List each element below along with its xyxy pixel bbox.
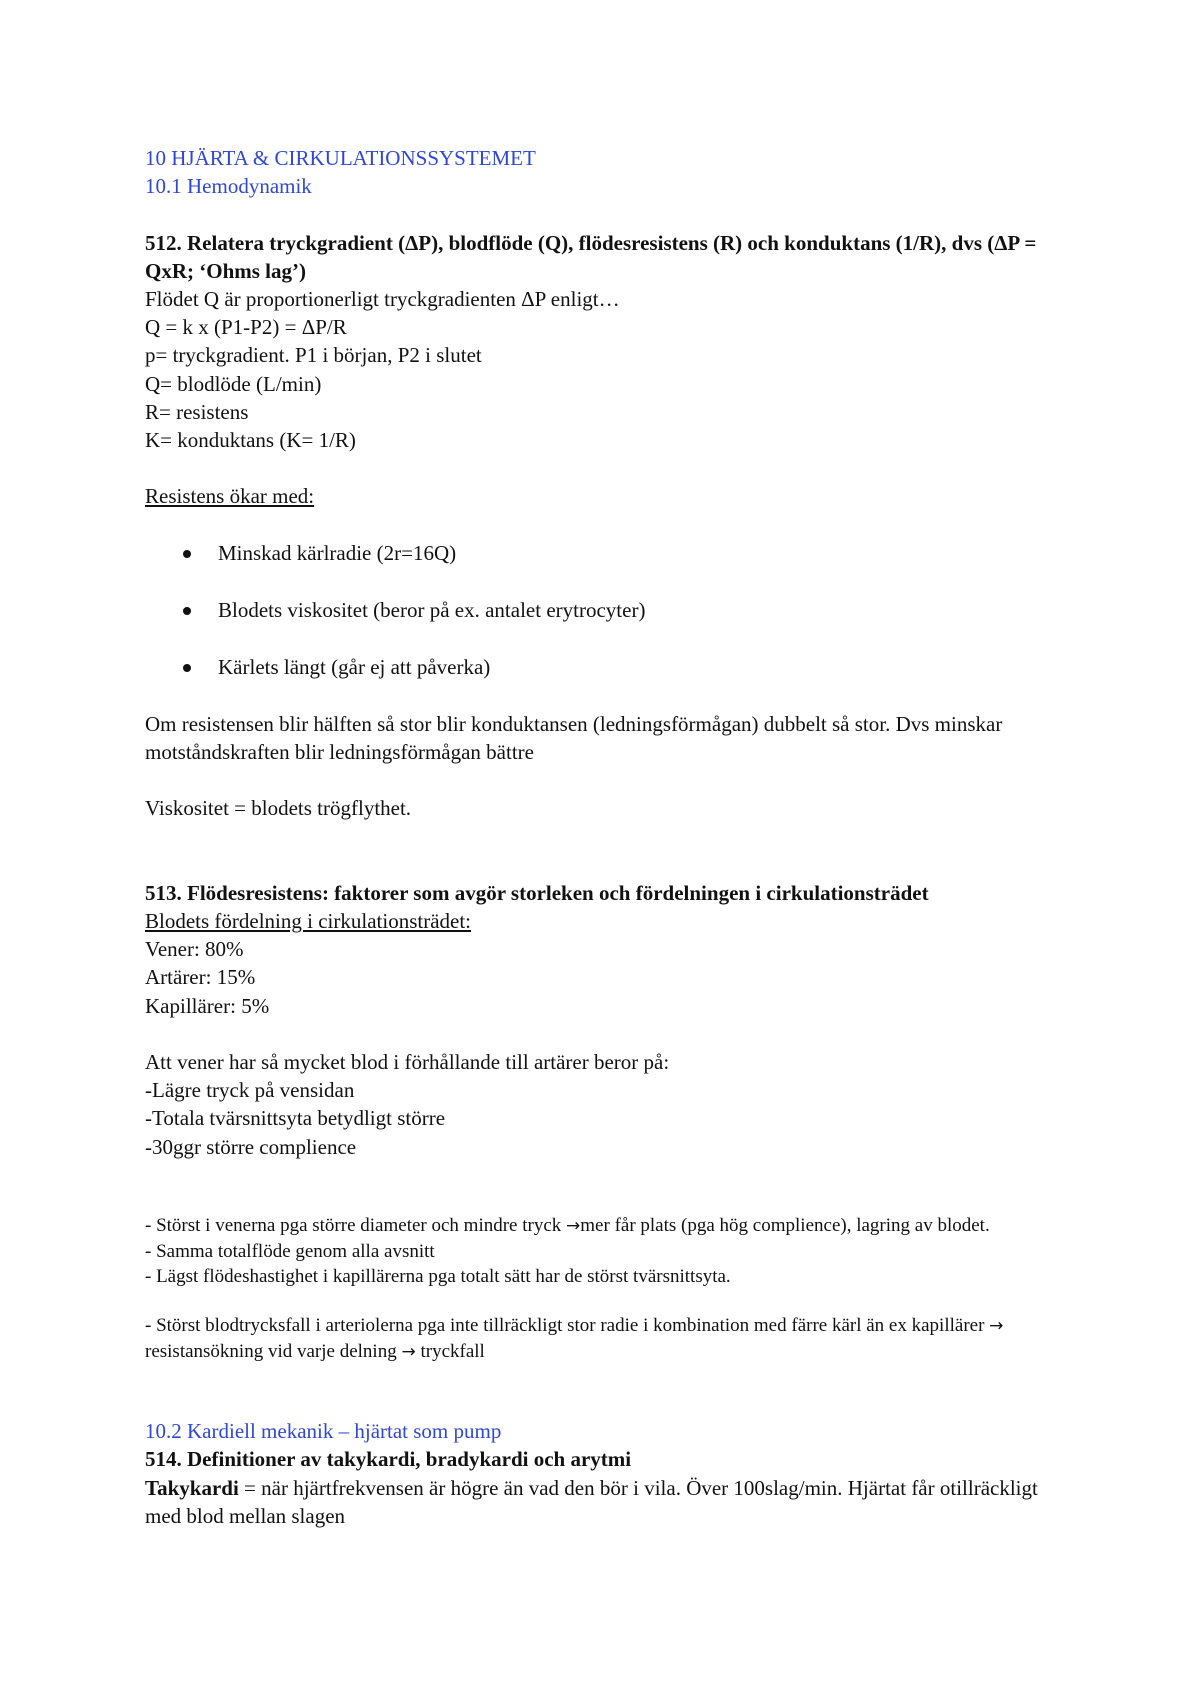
document-content <box>145 144 1075 1530</box>
reason-intro: Att vener har så mycket blod i förhållande till artärer beror på: <box>145 1049 670 1074</box>
list-item: Blodets viskositet (beror på ex. antalet erytrocyter) <box>145 596 1075 624</box>
bullet-icon <box>183 607 191 615</box>
arrow-right-icon: → <box>989 1315 1004 1336</box>
list-item: Kärlets längt (går ej att påverka) <box>145 653 1075 681</box>
q512-line: K= konduktans (K= 1/R) <box>145 428 356 453</box>
bullet-icon <box>183 550 191 558</box>
question-514-title: 514. Definitioner av takykardi, bradykardi och arytmi <box>145 1447 632 1472</box>
resistance-heading: Resistens ökar med: <box>145 484 315 509</box>
note-pressure-drop: - Störst blodtrycksfall i arteriolerna pga inte tillräckligt stor radie i kombination med färre kärl än ex kapillärer → resistansökning vid varje delning → tryckfall <box>145 1314 1004 1362</box>
distribution-item: Artärer: 15% <box>145 965 256 990</box>
reason-item: -Totala tvärsnittsyta betydligt större <box>145 1106 446 1131</box>
q512-line: p= tryckgradient. P1 i början, P2 i slutet <box>145 343 482 368</box>
term-tachycardia: Takykardi <box>145 1475 239 1500</box>
tachycardia-definition: Takykardi = när hjärtfrekvensen är högre än vad den bör i vila. Över 100slag/min. Hjärtat får otillräckligt med blod mellan slagen <box>145 1475 1038 1528</box>
section-heading: 10.1 Hemodynamik <box>145 174 312 199</box>
arrow-right-icon: → <box>401 1341 416 1362</box>
arrow-right-icon: → <box>566 1215 581 1236</box>
reason-item: -Lägre tryck på vensidan <box>145 1078 355 1103</box>
note-velocity: - Lägst flödeshastighet i kapillärerna pga totalt sätt har de störst tvärsnittsyta. <box>145 1265 731 1287</box>
question-512-title: 512. Relatera tryckgradient (ΔP), blodflöde (Q), flödesresistens (R) och konduktans (1/R), dvs (ΔP = QxR; ‘Ohms lag’) <box>145 230 1037 283</box>
section-2-heading: 10.2 Kardiell mekanik – hjärtat som pump <box>145 1419 502 1444</box>
chapter-heading: 10 HJÄRTA & CIRKULATIONSSYSTEMET <box>145 146 536 170</box>
list-item: Minskad kärlradie (2r=16Q) <box>145 539 1075 567</box>
reason-item: -30ggr större complience <box>145 1134 357 1159</box>
bullet-icon <box>183 664 191 672</box>
viscosity-definition: Viskositet = blodets trögflythet. <box>145 796 412 821</box>
note-veins: - Störst i venerna pga större diameter och mindre tryck →mer får plats (pga hög complience), lagring av blodet. <box>145 1214 990 1236</box>
note-flow: - Samma totalflöde genom alla avsnitt <box>145 1240 435 1262</box>
resistance-list <box>145 539 1075 682</box>
q512-line: Q= blodlöde (L/min) <box>145 371 322 396</box>
question-513-title: 513. Flödesresistens: faktorer som avgör storleken och fördelningen i cirkulationsträdet <box>145 880 929 905</box>
distribution-heading: Blodets fördelning i cirkulationsträdet: <box>145 908 472 933</box>
q512-line: R= resistens <box>145 399 249 424</box>
distribution-item: Vener: 80% <box>145 937 244 962</box>
q512-line: Flödet Q är proportionerligt tryckgradienten ΔP enligt… <box>145 287 620 311</box>
q512-line: Q = k x (P1-P2) = ΔP/R <box>145 315 347 340</box>
distribution-item: Kapillärer: 5% <box>145 993 270 1018</box>
conductance-paragraph: Om resistensen blir hälften så stor blir konduktansen (ledningsförmågan) dubbelt så stor. Dvs minskar motståndskraften blir ledningsförmågan bättre <box>145 711 1003 764</box>
